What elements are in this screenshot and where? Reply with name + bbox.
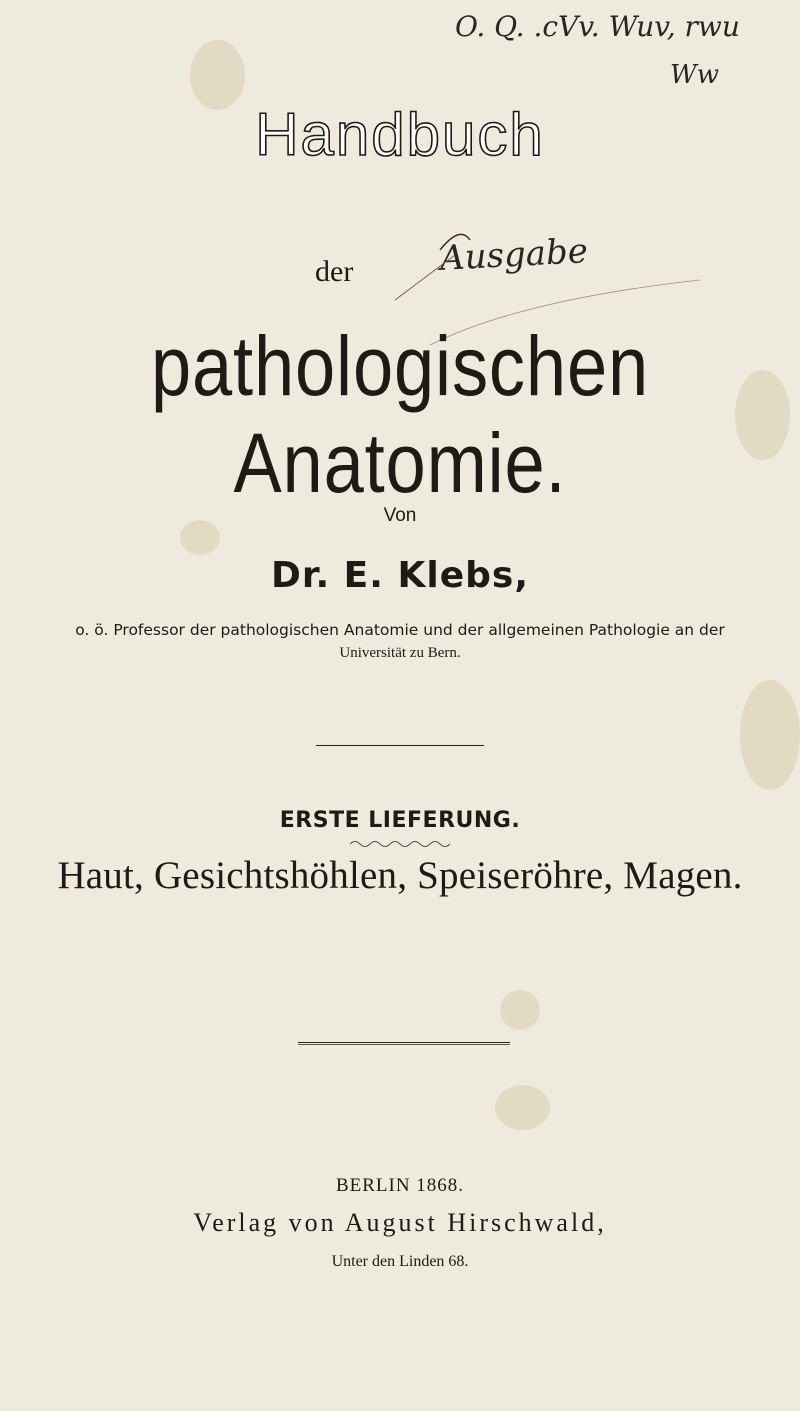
author-affiliation-line2: Universität zu Bern. [339,645,461,661]
handwritten-margin-note: Ausgabe [439,231,589,279]
stain [740,680,800,790]
stain [500,990,540,1030]
handwritten-note-top-2: Ww [670,60,719,90]
double-rule [298,1042,510,1045]
stain [495,1085,550,1130]
title-main: pathologischen Anatomie. [150,319,650,510]
title-handbuch: Handbuch [255,101,545,168]
divider-rule [316,745,484,746]
ornament-squiggle [350,839,450,849]
imprint-publisher: Verlag von August Hirschwald, [193,1208,607,1237]
byline-von: Von [383,505,417,526]
author-name: Dr. E. Klebs, [270,555,530,596]
edition-label: ERSTE LIEFERUNG. [279,808,521,833]
edition-contents: Haut, Gesichtshöhlen, Speiseröhre, Magen. [57,854,743,897]
title-der: der [315,255,354,288]
handwritten-note-top: O. Q. .cVv. Wuv, rwu [455,10,740,43]
author-affiliation-line1: o. ö. Professor der pathologischen Anatomie und der allgemeinen Pathologie an der [75,621,725,639]
imprint-address: Unter den Linden 68. [331,1253,469,1270]
imprint-city-year: BERLIN 1868. [335,1175,465,1196]
